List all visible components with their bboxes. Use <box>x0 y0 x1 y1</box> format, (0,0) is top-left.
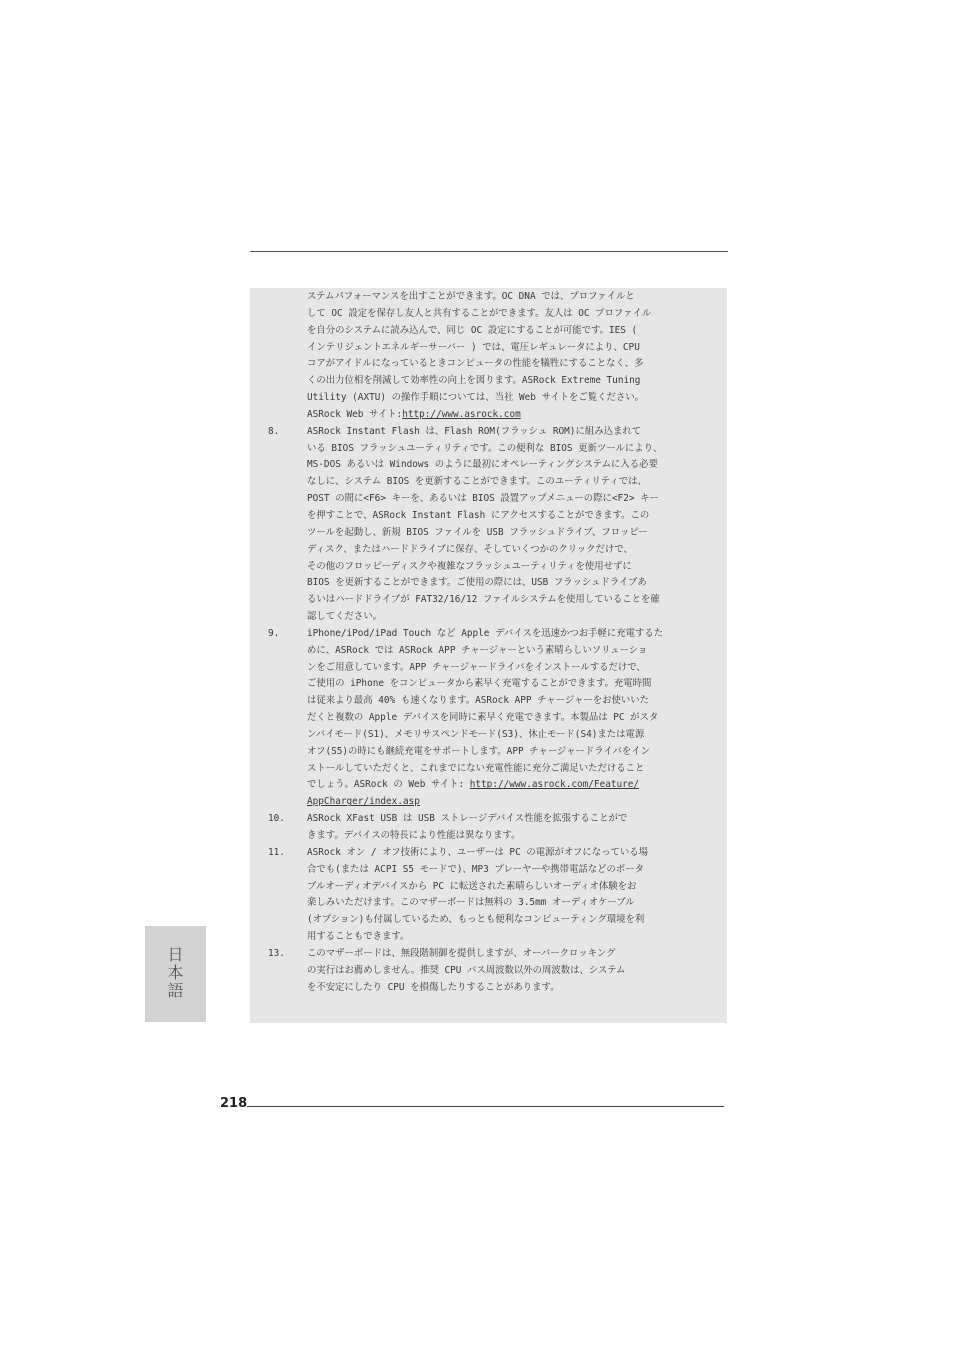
text-line: ステムパフォーマンスを出すことができます。OC DNA では、プロファイルと <box>307 291 635 302</box>
bottom-rule <box>247 1106 724 1107</box>
list-item-11 <box>268 845 708 946</box>
text-line: ンバイモード(S1)、メモリサスペンドモード(S3)、休止モード(S4)または電源 <box>307 728 645 740</box>
text-line: 合でも(または ACPI S5 モードで)、MP3 プレーヤーや携帯電話などのポータ <box>307 863 645 875</box>
text-line: オフ(S5)の時にも継続充電をサポートします。APP チャージャードライバをイン <box>307 745 650 757</box>
item-number: 13. <box>268 947 285 959</box>
text-line: ASRock XFast USB は USB ストレージデバイス性能を拡張することがで <box>307 813 628 825</box>
item-body <box>307 946 708 997</box>
text-line: を押すことで、ASRock Instant Flash にアクセスすることができます。この <box>307 509 650 521</box>
item-body <box>307 626 708 811</box>
top-rule <box>250 251 728 252</box>
text-line: インテリジェントエネルギーサーバー ) では、電圧レギュレータにより、CPU <box>307 341 640 353</box>
text-line: コアがアイドルになっているときコンピュータの性能を犠牲にすることなく、多 <box>307 358 644 370</box>
text-line: ブルオーディオデバイスから PC に転送された素晴らしいオーディオ体験をお <box>307 880 637 892</box>
text-line: 用することもできます。 <box>307 931 410 943</box>
text-line: その他のフロッピーディスクや複雑なフラッシュユーティリティを使用せずに <box>307 560 632 572</box>
text-line: めに、ASRock では ASRock APP チャージャーという素晴らしいソリューショ <box>307 644 648 656</box>
text-line: るいはハードドライブが FAT32/16/12 ファイルシステムを使用していることを確 <box>307 594 660 606</box>
text-line: いる BIOS フラッシュユーティリティです。この便利な BIOS 更新ツールにより、 <box>307 442 663 454</box>
page-number: 218 <box>220 1096 248 1111</box>
list-item-8 <box>268 424 708 626</box>
text-line: 認してください。 <box>307 611 383 623</box>
language-tab-label: 日本語 <box>165 946 184 1000</box>
web-prefix: でしょう。ASRock の Web サイト: <box>307 779 470 791</box>
text-line <box>307 407 708 424</box>
item-number: 11. <box>268 846 285 858</box>
text-line: ASRock Instant Flash は、Flash ROM(フラッシュ ROM)に組み込まれて <box>307 425 642 437</box>
text-line: POST の間に<F6> キーを、あるいは BIOS 設置アップメニューの際に<F2> キー <box>307 493 659 505</box>
text-line: くの出力位相を削減して効率性の向上を図ります。ASRock Extreme Tuning <box>307 375 641 387</box>
list-item-13 <box>268 946 708 997</box>
app-charger-link-continued[interactable]: AppCharger/index.asp <box>307 796 420 808</box>
item-body <box>307 811 708 845</box>
item-body <box>307 424 708 626</box>
text-line <box>307 794 708 811</box>
list-item-9 <box>268 626 708 811</box>
text-line: BIOS を更新することができます。ご使用の際には、USB フラッシュドライブあ <box>307 577 647 589</box>
item-number: 10. <box>268 813 285 825</box>
text-line: ンをご用意しています。APP チャージャードライバをインストールするだけで、 <box>307 661 646 673</box>
text-line: を自分のシステムに読み込んで、同じ OC 設定にすることが可能です。IES ( <box>307 324 638 336</box>
text-line: ディスク、またはハードドライブに保存、そしていくつかのクリックだけで、 <box>307 543 633 555</box>
text-line: このマザーボードは、無段階制御を提供しますが、オーバークロッキング <box>307 947 616 959</box>
text-line: (オプション)も付属しているため、もっとも便利なコンピューティング環境を利 <box>307 914 645 926</box>
list-item-10 <box>268 811 708 845</box>
text-line: iPhone/iPod/iPad Touch など Apple デバイスを迅速かつお手軽に充電するた <box>307 627 664 639</box>
item-body <box>307 845 708 946</box>
asrock-website-link[interactable]: http://www.asrock.com <box>402 408 521 420</box>
text-line: なしに、システム BIOS を更新することができます。このユーティリティでは、 <box>307 476 647 488</box>
manual-content <box>268 289 708 996</box>
text-line: を不安定にしたり CPU を損傷したりすることがあります。 <box>307 981 560 993</box>
text-line: ツールを起動し、新規 BIOS ファイルを USB フラッシュドライブ、フロッピー <box>307 526 648 538</box>
text-line: ご使用の iPhone をコンピュータから素早く充電することができます。充電時間 <box>307 678 652 690</box>
text-line: は従来より最高 40% も速くなります。ASRock APP チャージャーをお使いいた <box>307 695 650 707</box>
web-prefix: ASRock Web サイト: <box>307 408 403 420</box>
item-number: 9. <box>268 627 280 639</box>
text-line: きます。デバイスの特長により性能は異なります。 <box>307 830 521 841</box>
intro-paragraph <box>268 289 708 424</box>
text-line: して OC 設定を保存し友人と共有することができます。友人は OC プロファイル <box>307 307 652 319</box>
text-line: だくと複数の Apple デバイスを同時に素早く充電できます。本製品は PC がスタ <box>307 712 659 724</box>
item-number: 8. <box>268 425 280 437</box>
text-line: 楽しみいただけます。このマザーボードは無料の 3.5mm オーディオケーブル <box>307 897 635 909</box>
text-line: MS-DOS あるいは Windows のように最初にオペレーティングシステムに入る必要 <box>307 459 658 471</box>
text-line: Utility (AXTU) の操作手順については、当社 Web サイトをご覧ください。 <box>307 392 645 404</box>
text-line: ASRock オン / オフ技術により、ユーザーは PC の電源がオフになっている場 <box>307 846 648 858</box>
text-line <box>307 777 708 794</box>
text-line: の実行はお薦めしません。推奨 CPU バス周波数以外の周波数は、システム <box>307 964 626 976</box>
text-line: ストールしていただくと、これまでにない充電性能に充分ご満足いただけること <box>307 762 645 774</box>
app-charger-link[interactable]: http://www.asrock.com/Feature/ <box>469 779 640 791</box>
